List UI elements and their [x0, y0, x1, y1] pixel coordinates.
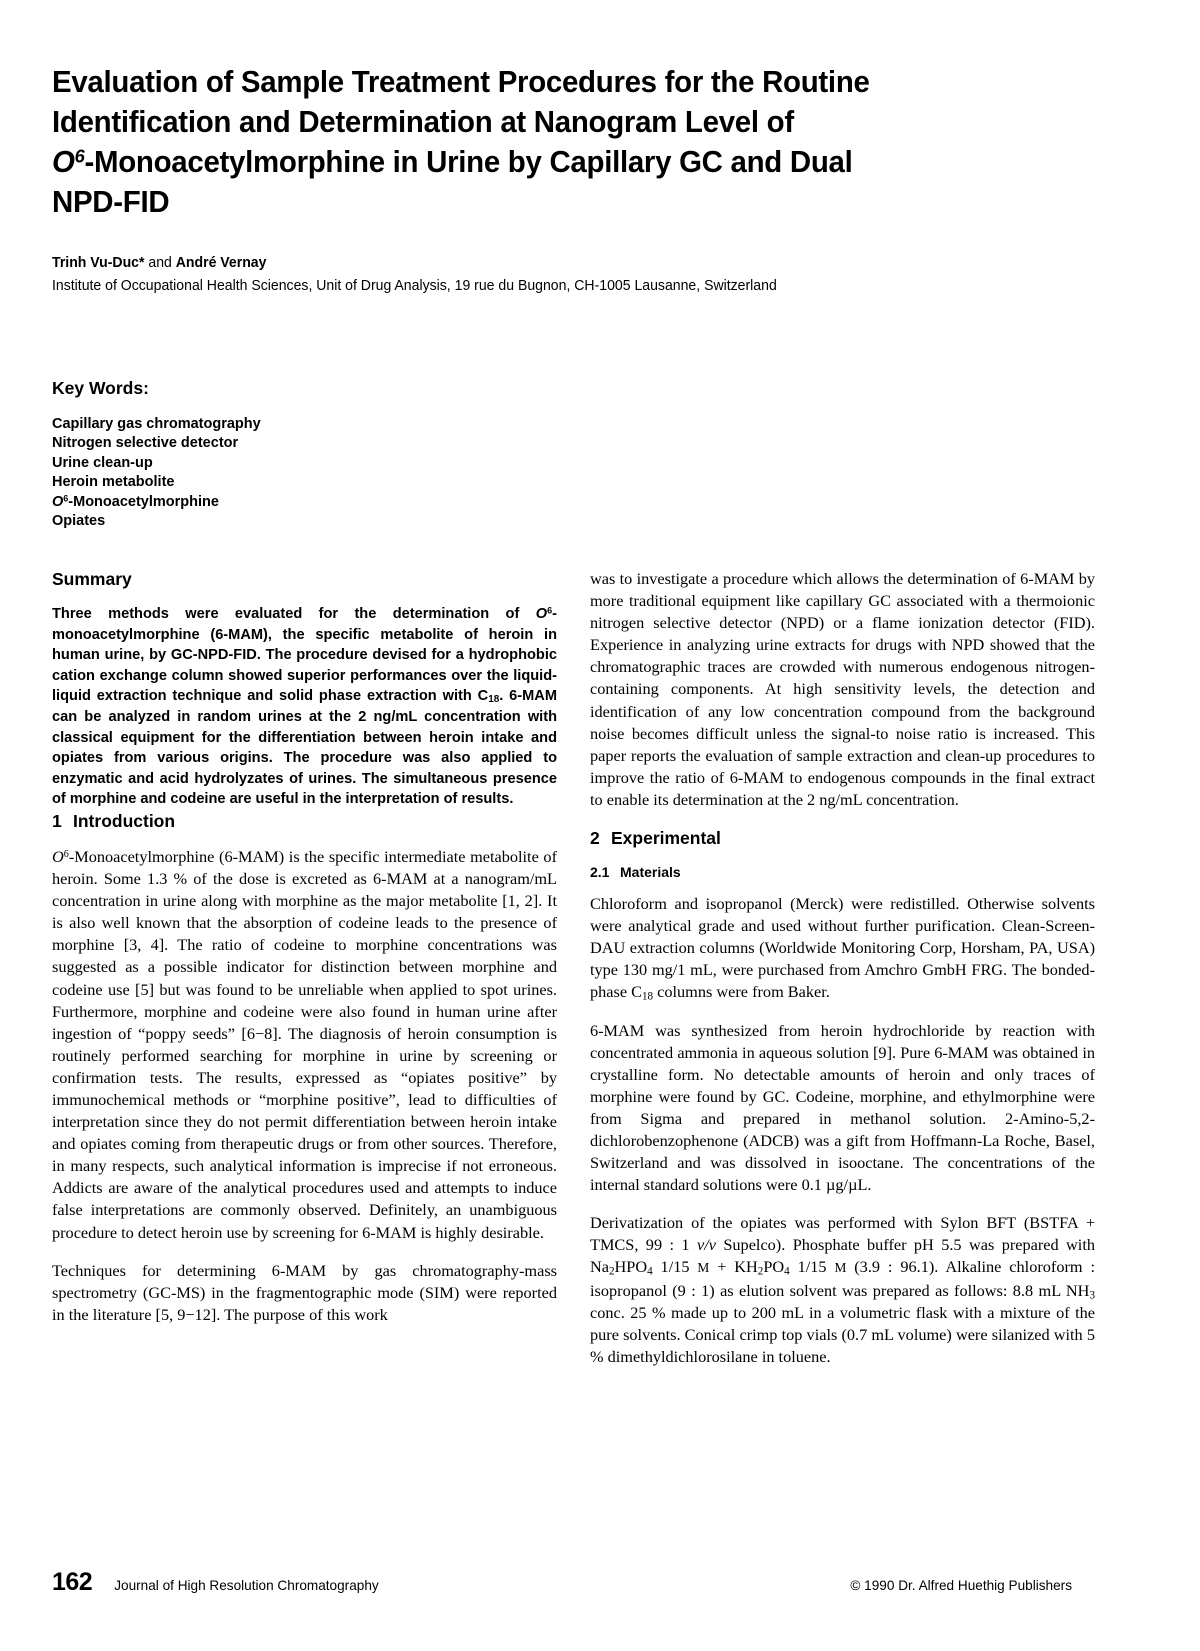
title-line-1: Evaluation of Sample Treatment Procedures for the Routine [52, 65, 870, 99]
keyword-item: Opiates [52, 513, 106, 530]
author-name-2: André Vernay [175, 255, 267, 271]
keywords-list [52, 415, 552, 531]
materials-p3-part-e: + KH [709, 1257, 758, 1277]
author-name-1: Trinh Vu-Duc* [52, 255, 145, 271]
title-line-3-superscript: 6 [74, 146, 85, 168]
left-column [52, 568, 557, 1326]
keyword-item: Nitrogen selective detector [52, 435, 239, 452]
keyword-item [52, 493, 552, 512]
title-line-3-italic-O: O [52, 145, 75, 179]
materials-p3-part-i: conc. 25 % made up to 200 mL in a volumetric flask with a mixture of the pure solvents. Conical crimp top vials (0.7 mL volume) were silanized with 5 % dimethyldichlorosilane in toluene. [590, 1302, 1095, 1366]
materials-p3-subscript-2: 4 [647, 1265, 653, 1278]
materials-p3-part-b: Supelco). Phosphate buffer pH 5.5 was prepared with Na [590, 1235, 1095, 1277]
intro-italic-O: O [52, 846, 64, 866]
materials-p1-subscript: 18 [642, 990, 654, 1003]
author-conjunction: and [144, 255, 176, 271]
title-line-4: NPD-FID [52, 185, 170, 219]
experimental-heading [590, 827, 1095, 849]
materials-p3-part-h: (3.9 : 96.1). Alkaline chloroform : isopropanol (9 : 1) as elution solvent was prepared as follows: 8.8 mL NH [590, 1257, 1095, 1300]
keyword-item-superscript: 6 [63, 493, 69, 504]
author-block [52, 253, 1041, 297]
title-block [52, 62, 1072, 222]
introduction-number: 1 [52, 810, 62, 831]
materials-p1-part-a: Chloroform and isopropanol (Merck) were redistilled. Otherwise solvents were analytical grade and used without further purification. Clean-Screen-DAU extraction columns (Worldwide Monitoring Corp, Horsham, PA, USA) type 130 mg/1 mL, were purchased from Amchro GmbH FRG. The bonded-phase C [590, 894, 1095, 1002]
summary-part-3: -monoacetylmorphine (6-MAM), the specific metabolite of heroin in human urine, by GC-NPD-FID. The procedure devised for a hydrophobic cation exchange column showed superior performances over the liquid-liquid extraction technique and solid phase extraction with C [52, 606, 557, 705]
materials-p3-part-f: PO [763, 1257, 785, 1277]
footer-journal-name: Journal of High Resolution Chromatography [114, 1578, 379, 1593]
materials-p3-subscript-1: 2 [608, 1265, 615, 1278]
keyword-item-rest: -Monoacetylmorphine [68, 493, 219, 510]
summary-part-5: . 6-MAM can be analyzed in random urines at the 2 ng/mL concentration with classical equipment for the differentiation between heroin intake and opiates from various origins. The procedure was also applied to enzymatic and acid hydrolyzates of urines. The simultaneous presence of morphine and codeine are useful in the interpretation of results. [52, 688, 557, 808]
materials-p3-molarity-2: M [834, 1260, 847, 1276]
introduction-paragraph-2-continued: was to investigate a procedure which allows the determination of 6-MAM by more traditional equipment like capillary GC associated with a thermoionic nitrogen selective detector (NPD) or a flame ionization detector (FID). Experience in analyzing urine extracts for drugs with NPD showed that the chromatographic traces are crowded with numerous endogenous nitrogen-containing components. At high sensitivity levels, the detection and identification of any low concentration compound from the background noise becomes difficult unless the signal-to noise ratio is increased. This paper reports the evaluation of sample extraction and clean-up procedures to improve the ratio of 6-MAM to endogenous compounds in the final extract to enable its determination at the 2 ng/mL concentration. [590, 569, 1095, 809]
materials-paragraph-3 [590, 1212, 1095, 1368]
summary-paragraph [52, 604, 557, 810]
keyword-item: Urine clean-up [52, 454, 153, 471]
experimental-heading-label: Experimental [611, 828, 721, 849]
author-affiliation: Institute of Occupational Health Sciences, Unit of Drug Analysis, 19 rue du Bugnon, CH-1005 Lausanne, Switzerland [52, 278, 777, 294]
author-names [52, 253, 1041, 274]
materials-number: 2.1 [590, 864, 610, 881]
footer-copyright: © 1990 Dr. Alfred Huethig Publishers [850, 1578, 1072, 1593]
materials-paragraph-2: 6-MAM was synthesized from heroin hydrochloride by reaction with concentrated ammonia in aqueous solution [9]. Pure 6-MAM was obtained in crystalline form. No detectable amounts of heroin and only traces of morphine were found by GC. Codeine, morphine, and ethylmorphine were from Sigma and prepared in methanol solution. 2-Amino-5,2-dichlorobenzophenone (ADCB) was a gift from Hoffmann-La Roche, Basel, Switzerland and was dissolved in isooctane. The concentrations of the internal standard solutions were 0.1 µg/µL. [590, 1020, 1095, 1195]
materials-heading [590, 863, 1095, 881]
summary-superscript: 6 [547, 605, 553, 616]
materials-p3-part-g: 1/15 [789, 1257, 835, 1277]
materials-p3-part-c: HPO [614, 1257, 648, 1277]
introduction-heading-label: Introduction [73, 810, 176, 831]
experimental-number: 2 [590, 828, 600, 849]
keyword-item-italic-O: O [52, 493, 64, 510]
materials-p3-subscript-5: 3 [1089, 1288, 1095, 1301]
materials-p3-part-a: Derivatization of the opiates was performed with Sylon BFT (BSTFA + TMCS, 99 : 1 [590, 1213, 1095, 1255]
materials-p3-part-d: 1/15 [652, 1257, 698, 1277]
keywords-block [52, 378, 552, 531]
keywords-heading: Key Words: [52, 378, 149, 398]
materials-p3-subscript-4: 4 [784, 1265, 790, 1278]
materials-p1-part-b: columns were from Baker. [653, 982, 830, 1002]
page-footer [52, 1568, 1072, 1597]
title-line-3-rest: -Monoacetylmorphine in Urine by Capillary GC and Dual [84, 145, 853, 179]
introduction-paragraph-1 [52, 846, 557, 1244]
page-title [52, 62, 1036, 222]
intro-superscript: 6 [63, 848, 69, 860]
materials-p3-vv-italic: v/v [696, 1235, 716, 1255]
intro-paragraph-1-rest: -Monoacetylmorphine (6-MAM) is the specific intermediate metabolite of heroin. Some 1.3 % of the dose is excreted as 6-MAM at a nanogram/mL concentration in urine along with morphine as the major metabolite [1, 2]. It is also well known that the absorption of codeine leads to the presence of morphine [3, 4]. The ratio of codeine to morphine concentrations was suggested as a possible indicator for distinction between morphine and codeine use [5] but was found to be unreliable when applied to spot urines. Furthermore, morphine and codeine were also found in human urine after ingestion of “poppy seeds” [6−8]. The diagnosis of heroin consumption is routinely performed searching for morphine in urine by screening or confirmation tests. The results, expressed as “opiates positive” by immunochemical methods or “morphine positive”, lead to difficulties of interpretation since they do not permit differentiation between heroin intake and opiates coming from therapeutic drugs or from other sources. Therefore, in many respects, such analytical information is imprecise if not erroneous. Addicts are aware of the analytical procedures used and attempts to induce false interpretations are commonly observed. Definitely, an unambiguous procedure to detect heroin use by screening for 6-MAM is highly desirable. [52, 846, 557, 1242]
introduction-paragraph-2: Techniques for determining 6-MAM by gas chromatography-mass spectrometry (GC-MS) in the fragmentographic mode (SIM) were reported in the literature [5, 9−12]. The purpose of this work [52, 1260, 557, 1324]
materials-paragraph-1 [590, 893, 1095, 1003]
keyword-item: Heroin metabolite [52, 474, 175, 491]
footer-page-number: 162 [52, 1568, 93, 1596]
materials-heading-label: Materials [620, 864, 681, 881]
summary-italic-O: O [535, 606, 548, 622]
summary-subscript: 18 [488, 694, 500, 706]
materials-p3-subscript-3: 2 [757, 1265, 764, 1278]
materials-p3-molarity-1: M [697, 1260, 710, 1276]
title-line-2: Identification and Determination at Nanogram Level of [52, 105, 794, 139]
summary-part-1: Three methods were evaluated for the determination of [52, 606, 536, 622]
keyword-item: Capillary gas chromatography [52, 416, 261, 432]
introduction-heading [52, 810, 557, 832]
summary-heading: Summary [52, 569, 132, 589]
right-column [590, 568, 1095, 1368]
